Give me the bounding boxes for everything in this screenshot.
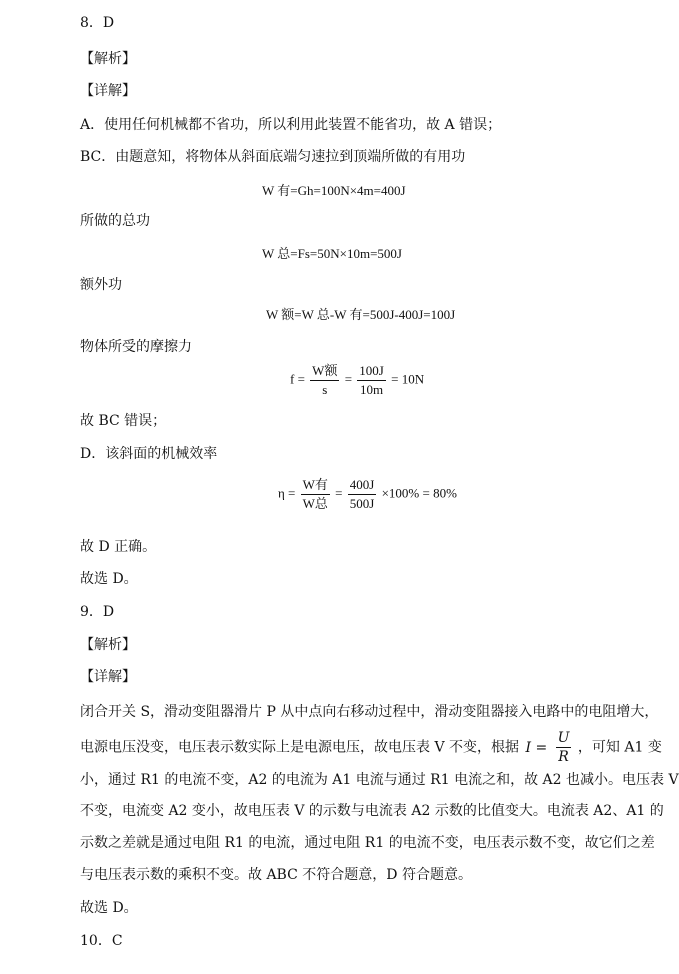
- q9-para-3: 小，通过 R1 的电流不变，A2 的电流为 A1 电流与通过 R1 电流之和，故 A2 也减小。电压表 V: [80, 772, 679, 788]
- equation-useful-work: W 有=Gh=100N×4m=400J: [262, 183, 406, 198]
- friction-fraction-1: [310, 363, 339, 398]
- efficiency-frac1-num: W有: [301, 477, 330, 495]
- friction-frac2-den: 10m: [360, 382, 384, 397]
- friction-fraction-2: [357, 363, 386, 398]
- equation-total-work: W 总=Fs=50N×10m=500J: [262, 246, 402, 261]
- q9-analysis-tag: 【解析】: [80, 637, 136, 653]
- friction-frac1-num: W额: [310, 363, 339, 381]
- q8-analysis-tag: 【解析】: [80, 51, 136, 67]
- q8-number: 8．D: [80, 15, 115, 31]
- friction-eq1: =: [344, 371, 353, 387]
- extra-work-label: 额外功: [80, 277, 122, 293]
- equation-friction: [290, 363, 424, 398]
- friction-rhs: = 10N: [391, 371, 425, 387]
- efficiency-frac1-den: W总: [302, 496, 328, 511]
- q9-para-6: 与电压表示数的乘积不变。故 ABC 不符合题意，D 符合题意。: [80, 867, 472, 883]
- q8-choose: 故选 D。: [80, 571, 138, 587]
- efficiency-frac2-den: 500J: [349, 496, 375, 511]
- q9-para-1: 闭合开关 S，滑动变阻器滑片 P 从中点向右移动过程中，滑动变阻器接入电路中的电阻增大，: [80, 704, 659, 720]
- q9-choose: 故选 D。: [80, 900, 138, 916]
- ohm-num: U: [557, 730, 570, 746]
- efficiency-frac2-num: 400J: [348, 477, 377, 495]
- q9-para-2: [80, 730, 662, 765]
- q9-para-2b: ，可知 A1 变: [577, 739, 662, 756]
- efficiency-fraction-1: [301, 477, 330, 512]
- q9-para-2a: 电源电压没变，电压表示数实际上是电源电压，故电压表 V 不变，根据: [80, 739, 520, 756]
- ohm-lhs: I =: [525, 739, 548, 756]
- ohm-law-formula: [525, 733, 547, 763]
- efficiency-lhs: η =: [278, 485, 296, 501]
- ohm-fraction: [556, 730, 572, 765]
- efficiency-eq1: =: [335, 485, 343, 501]
- q8-option-d: D．该斜面的机械效率: [80, 446, 218, 462]
- q8-option-bc: BC．由题意知，将物体从斜面底端匀速拉到顶端所做的有用功: [80, 149, 466, 165]
- q9-para-5: 示数之差就是通过电阻 R1 的电流，通过电阻 R1 的电流不变，电压表示数不变，故它们之差: [80, 835, 655, 851]
- friction-lhs: f =: [290, 371, 305, 387]
- equation-extra-work: W 额=W 总-W 有=500J-400J=100J: [266, 307, 456, 322]
- q9-detail-tag: 【详解】: [80, 669, 136, 685]
- bc-wrong: 故 BC 错误；: [80, 413, 167, 429]
- total-work-label: 所做的总功: [80, 213, 150, 229]
- d-correct: 故 D 正确。: [80, 539, 157, 555]
- efficiency-fraction-2: [348, 477, 377, 512]
- q9-number: 9．D: [80, 604, 115, 620]
- q9-para-4: 不变，电流变 A2 变小，故电压表 V 的示数与电流表 A2 示数的比值变大。电流表 A2、A1 的: [80, 803, 664, 819]
- q8-detail-tag: 【详解】: [80, 83, 136, 99]
- friction-frac2-num: 100J: [357, 363, 386, 381]
- efficiency-rhs: ×100% = 80%: [381, 485, 457, 501]
- friction-label: 物体所受的摩擦力: [80, 339, 192, 355]
- q8-option-a: A．使用任何机械都不省功，所以利用此装置不能省功，故 A 错误；: [80, 117, 502, 133]
- q10-number: 10．C: [80, 933, 123, 949]
- ohm-den: R: [558, 749, 569, 765]
- equation-efficiency: [278, 477, 457, 512]
- friction-frac1-den: s: [322, 382, 328, 397]
